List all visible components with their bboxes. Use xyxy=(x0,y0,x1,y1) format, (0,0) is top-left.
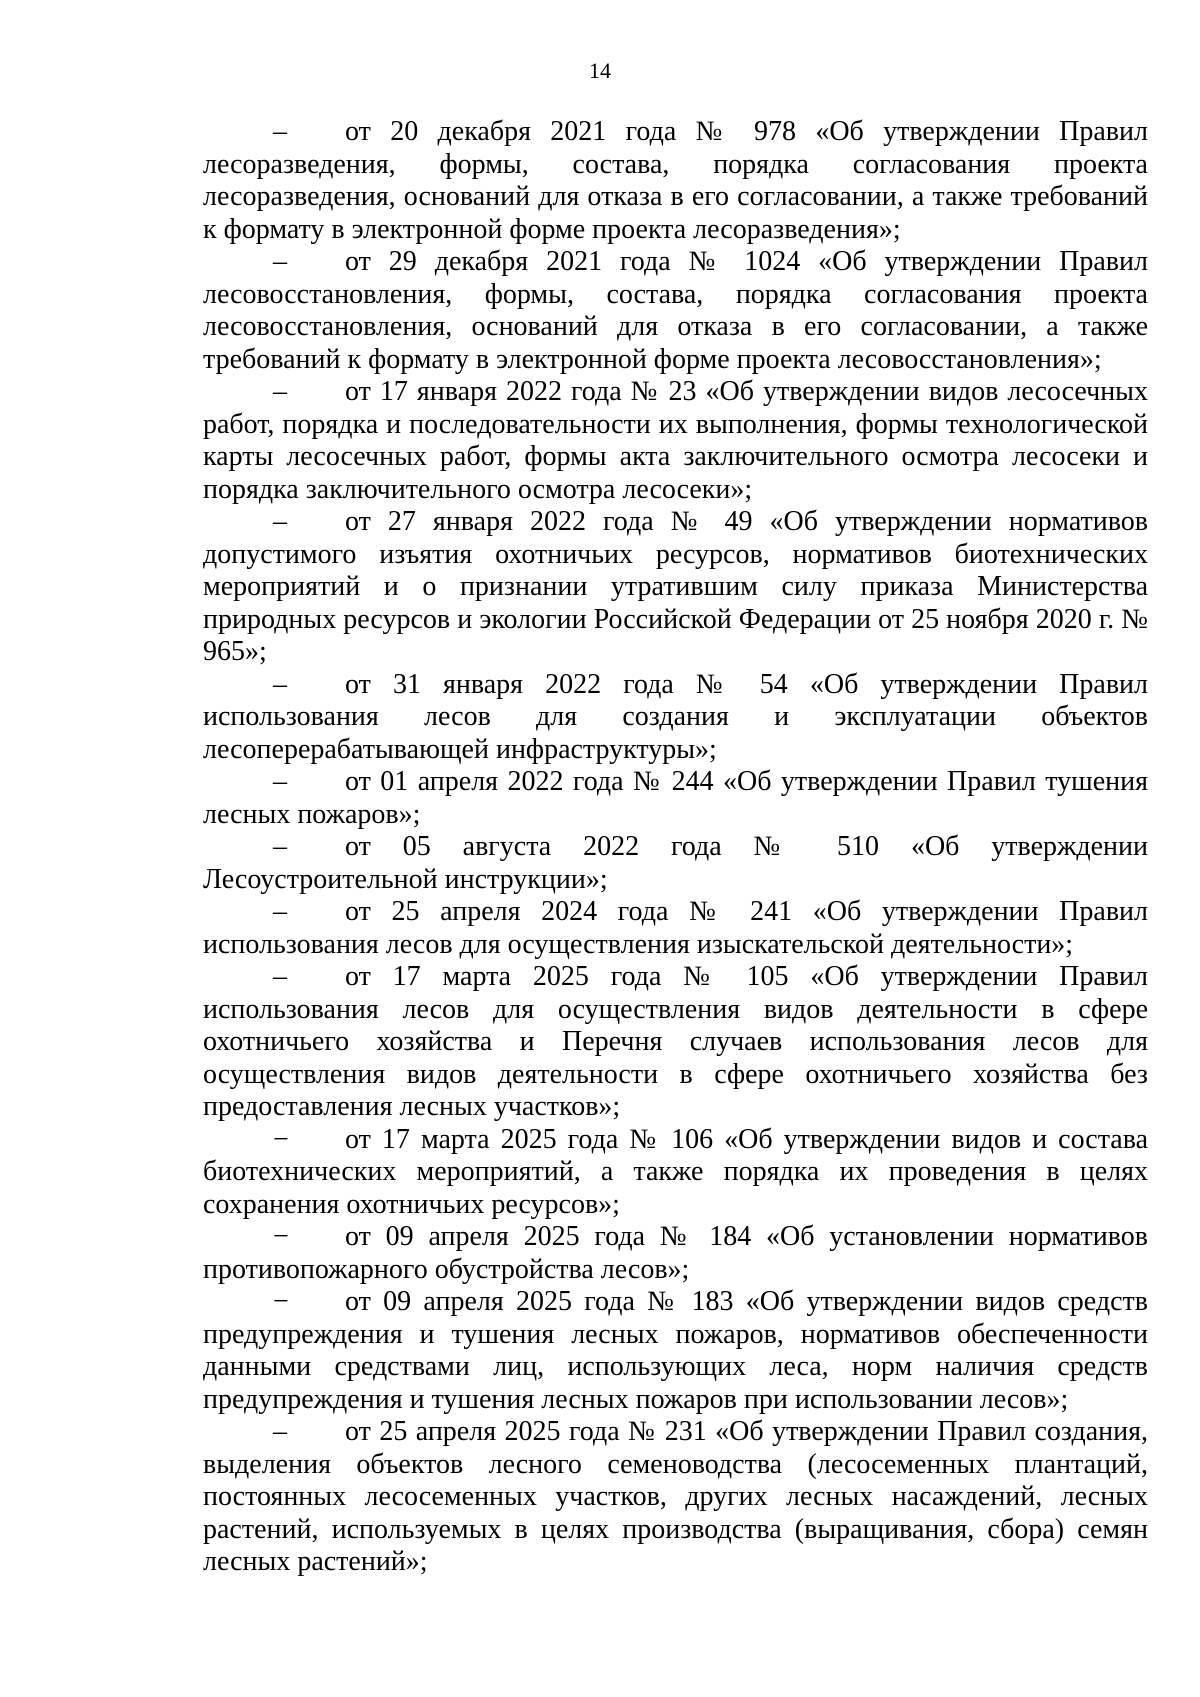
list-item xyxy=(203,961,1148,1124)
list-dash: − xyxy=(273,1286,289,1317)
list-item-text: от 31 января 2022 года № 54 «Об утверждении Правил использования лесов для создания и эксплуатации объектов лесоперерабатывающей инфраструктуры»; xyxy=(203,668,1148,765)
list-item xyxy=(203,376,1148,506)
list-dash: – xyxy=(273,668,287,700)
list-item xyxy=(203,1416,1148,1579)
list-item-text: от 27 января 2022 года № 49 «Об утверждении нормативов допустимого изъятия охотничьих ресурсов, нормативов биотехнических мероприятий и о признании утратившим силу приказа Министерства природных ресурсов и экологии Российской Федерации от 25 ноября 2020 г. № 965»; xyxy=(203,506,1148,667)
list-item xyxy=(203,1286,1148,1416)
list-dash: – xyxy=(273,766,287,797)
list-item-text: от 17 марта 2025 года № 105 «Об утверждении Правил использования лесов для осуществления видов деятельности в сфере охотничьего хозяйства и Перечня случаев использования лесов для осуществления видов деятельности в сфере охотничьего хозяйства без предоставления лесных участков»; xyxy=(203,961,1148,1122)
list-item-text: от 17 января 2022 года № 23 «Об утверждении видов лесосечных работ, порядка и последовательности их выполнения, формы технологической карты лесосечных работ, формы акта заключительного осмотра лесосеки и порядка заключительного осмотра лесосеки»; xyxy=(203,376,1148,505)
list-item-text: от 09 апреля 2025 года № 184 «Об установлении нормативов противопожарного обустройства лесов»; xyxy=(203,1221,1148,1285)
list-item xyxy=(203,246,1148,376)
list-item xyxy=(203,766,1148,831)
list-item-text: от 25 апреля 2024 года № 241 «Об утверждении Правил использования лесов для осуществления изыскательской деятельности»; xyxy=(203,896,1148,960)
list-dash: − xyxy=(273,1221,289,1252)
list-item xyxy=(203,1221,1148,1286)
list-dash: – xyxy=(273,246,287,277)
list-item xyxy=(203,896,1148,961)
list-dash: − xyxy=(273,1123,289,1155)
list-item xyxy=(203,506,1148,669)
list-item-text: от 20 декабря 2021 года № 978 «Об утверждении Правил лесоразведения, формы, состава, порядка согласования проекта лесоразведения, оснований для отказа в его согласовании, а также требований к формату в электронной форме проекта лесоразведения»; xyxy=(203,116,1148,245)
list-item xyxy=(203,831,1148,896)
list-item xyxy=(203,669,1148,767)
list-item-text: от 01 апреля 2022 года № 244 «Об утверждении Правил тушения лесных пожаров»; xyxy=(203,766,1148,830)
list-dash: – xyxy=(273,506,287,537)
list-item-text: от 25 апреля 2025 года № 231 «Об утверждении Правил создания, выделения объектов лесного семеноводства (лесосеменных плантаций, постоянных лесосеменных участков, других лесных насаждений, лесных растений, используемых в целях производства (выращивания, сбора) семян лесных растений»; xyxy=(203,1416,1148,1577)
list-item xyxy=(203,1124,1148,1222)
list-dash: – xyxy=(273,961,287,992)
list-item-text: от 17 марта 2025 года № 106 «Об утверждении видов и состава биотехнических мероприятий, а также порядка их проведения в целях сохранения охотничьих ресурсов»; xyxy=(203,1123,1148,1220)
list-dash: – xyxy=(273,831,287,862)
list-item xyxy=(203,116,1148,246)
list-item-text: от 29 декабря 2021 года № 1024 «Об утверждении Правил лесовосстановления, формы, состава, порядка согласования проекта лесовосстановления, оснований для отказа в его согласовании, а также требований к формату в электронной форме проекта лесовосстановления»; xyxy=(203,246,1148,375)
list-dash: – xyxy=(273,376,287,407)
list-item-text: от 05 августа 2022 года № 510 «Об утверждении Лесоустроительной инструкции»; xyxy=(203,831,1148,895)
list-dash: – xyxy=(273,116,287,147)
page-number: 14 xyxy=(589,58,611,83)
list-dash: – xyxy=(273,896,287,927)
list-item-text: от 09 апреля 2025 года № 183 «Об утверждении видов средств предупреждения и тушения лесных пожаров, нормативов обеспеченности данными средствами лиц, использующих леса, норм наличия средств предупреждения и тушения лесных пожаров при использовании лесов»; xyxy=(203,1286,1148,1415)
list-dash: – xyxy=(273,1416,287,1447)
document-body xyxy=(203,116,1148,1579)
